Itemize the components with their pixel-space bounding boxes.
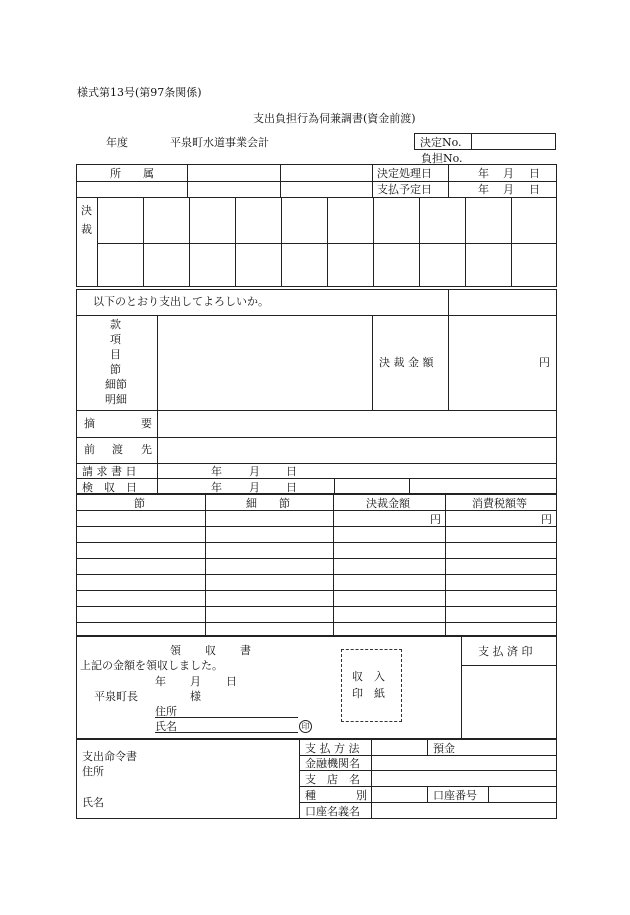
- order-title: 支出命令書: [82, 750, 137, 763]
- advance-label: 先: [141, 443, 152, 456]
- order-name-label: 氏名: [82, 796, 104, 809]
- column-header: 節: [134, 497, 145, 510]
- address-label: 住所: [155, 705, 177, 718]
- revenue-stamp-label: 印 紙: [352, 687, 385, 700]
- divider: [372, 315, 373, 410]
- divider: [76, 315, 557, 316]
- receipt-title: 書: [240, 644, 251, 657]
- branch-label: 支 店 名: [305, 773, 360, 786]
- divider: [76, 197, 557, 198]
- divider: [327, 197, 328, 287]
- day-label: 日: [226, 675, 237, 688]
- budget-kou: 項: [110, 333, 121, 346]
- affiliation-label: 所 属: [110, 167, 154, 180]
- deposit-label: 預金: [433, 742, 455, 755]
- advance-label: 前: [84, 443, 95, 456]
- sama-label: 様: [190, 690, 201, 703]
- receipt-text: 上記の金額を領収しました。: [80, 659, 223, 672]
- column-header: 消費税額等: [472, 497, 527, 510]
- paid-stamp-label: 支 払 済 印: [478, 645, 533, 658]
- divider: [511, 197, 512, 287]
- seal-mark: 印: [299, 720, 312, 733]
- divider: [333, 494, 334, 636]
- day-label: 日: [286, 481, 297, 494]
- approval-amount-label: 決 裁 金 額: [379, 356, 434, 369]
- year-label: 年: [155, 675, 166, 688]
- kessai-label: 決: [81, 204, 92, 217]
- divider: [409, 478, 410, 494]
- month-label: 月: [503, 183, 514, 196]
- decision-no-label: 決定No.: [420, 136, 462, 149]
- payment-date-label: 支払予定日: [377, 183, 432, 196]
- divider: [299, 786, 557, 787]
- summary-label: 摘: [84, 417, 95, 430]
- year-label: 年: [478, 167, 489, 180]
- budget-moku: 目: [110, 348, 121, 361]
- divider: [461, 636, 462, 739]
- yen-label: 円: [539, 356, 550, 369]
- divider: [205, 494, 206, 636]
- divider: [76, 410, 557, 411]
- month-label: 月: [503, 167, 514, 180]
- divider: [465, 197, 466, 287]
- revenue-stamp-label: 収 入: [352, 670, 385, 683]
- divider: [76, 478, 557, 479]
- divider: [76, 181, 557, 182]
- name-line: [155, 732, 298, 733]
- divider: [76, 558, 557, 559]
- divider: [189, 197, 190, 287]
- fiscal-year-label: 年度: [106, 136, 128, 149]
- divider: [280, 164, 281, 197]
- year-label: 年: [211, 465, 222, 478]
- account-no-label: 口座番号: [433, 789, 477, 802]
- divider: [187, 164, 188, 197]
- divider: [97, 197, 98, 287]
- bank-label: 金融機関名: [305, 757, 360, 770]
- request-text: 以下のとおり支出してよろしいか。: [93, 295, 269, 308]
- account-name-label: 口座名義名: [305, 805, 360, 818]
- inspection-date-label: 検 収 日: [82, 481, 137, 494]
- divider: [488, 786, 489, 802]
- type-label: 別: [356, 789, 367, 802]
- divider: [299, 739, 300, 819]
- divider: [76, 622, 557, 623]
- divider: [76, 590, 557, 591]
- year-label: 年: [478, 183, 489, 196]
- year-label: 年: [211, 481, 222, 494]
- divider: [448, 164, 449, 197]
- divider: [235, 197, 236, 287]
- payment-method-label: 支 払 方 法: [305, 742, 360, 755]
- divider: [281, 197, 282, 287]
- budget-meisai: 明細: [105, 393, 127, 406]
- mayor-label: 平泉町長: [94, 690, 138, 703]
- divider: [427, 739, 428, 755]
- divider: [427, 786, 428, 802]
- name-label: 氏名: [155, 720, 177, 733]
- column-header: 決裁金額: [366, 497, 410, 510]
- month-label: 月: [249, 465, 260, 478]
- budget-setsu: 節: [110, 363, 121, 376]
- budget-kan: 款: [110, 318, 121, 331]
- divider: [445, 494, 446, 636]
- month-label: 月: [249, 481, 260, 494]
- receipt-title: 収: [205, 644, 216, 657]
- advance-label: 渡: [112, 443, 123, 456]
- divider: [76, 606, 557, 607]
- order-address-label: 住所: [82, 765, 104, 778]
- burden-no-label: 負担No.: [421, 152, 463, 165]
- yen-label: 円: [541, 513, 552, 526]
- detail-table: [76, 494, 557, 636]
- month-label: 月: [190, 675, 201, 688]
- divider: [76, 437, 557, 438]
- divider: [76, 463, 557, 464]
- divider: [76, 510, 557, 511]
- receipt-title: 領: [170, 644, 181, 657]
- account-name: 平泉町水道事業会計: [170, 136, 269, 149]
- kessai-label: 裁: [81, 223, 92, 236]
- form-number: 様式第13号(第97条関係): [77, 86, 202, 99]
- address-line: [155, 717, 298, 718]
- divider: [371, 739, 372, 819]
- type-label: 種: [305, 789, 316, 802]
- divider: [419, 197, 420, 287]
- divider: [76, 526, 557, 527]
- summary-label: 要: [141, 417, 152, 430]
- divider: [299, 802, 557, 803]
- day-label: 日: [529, 183, 540, 196]
- divider: [76, 574, 557, 575]
- column-header: 細 節: [246, 497, 290, 510]
- day-label: 日: [529, 167, 540, 180]
- divider: [299, 770, 557, 771]
- divider: [448, 289, 449, 410]
- revenue-stamp-box: [341, 649, 402, 722]
- divider: [157, 315, 158, 494]
- divider: [334, 478, 335, 494]
- divider: [372, 164, 373, 197]
- decision-date-label: 決定処理日: [377, 167, 432, 180]
- divider: [76, 542, 557, 543]
- yen-label: 円: [430, 513, 441, 526]
- divider: [299, 755, 557, 756]
- divider: [373, 197, 374, 287]
- document-title: 支出負担行為伺兼調書(資金前渡): [253, 112, 416, 125]
- budget-saisetsu: 細節: [105, 378, 127, 391]
- divider: [461, 665, 557, 666]
- invoice-date-label: 請 求 書 日: [82, 465, 137, 478]
- day-label: 日: [286, 465, 297, 478]
- divider: [471, 133, 472, 150]
- divider: [143, 197, 144, 287]
